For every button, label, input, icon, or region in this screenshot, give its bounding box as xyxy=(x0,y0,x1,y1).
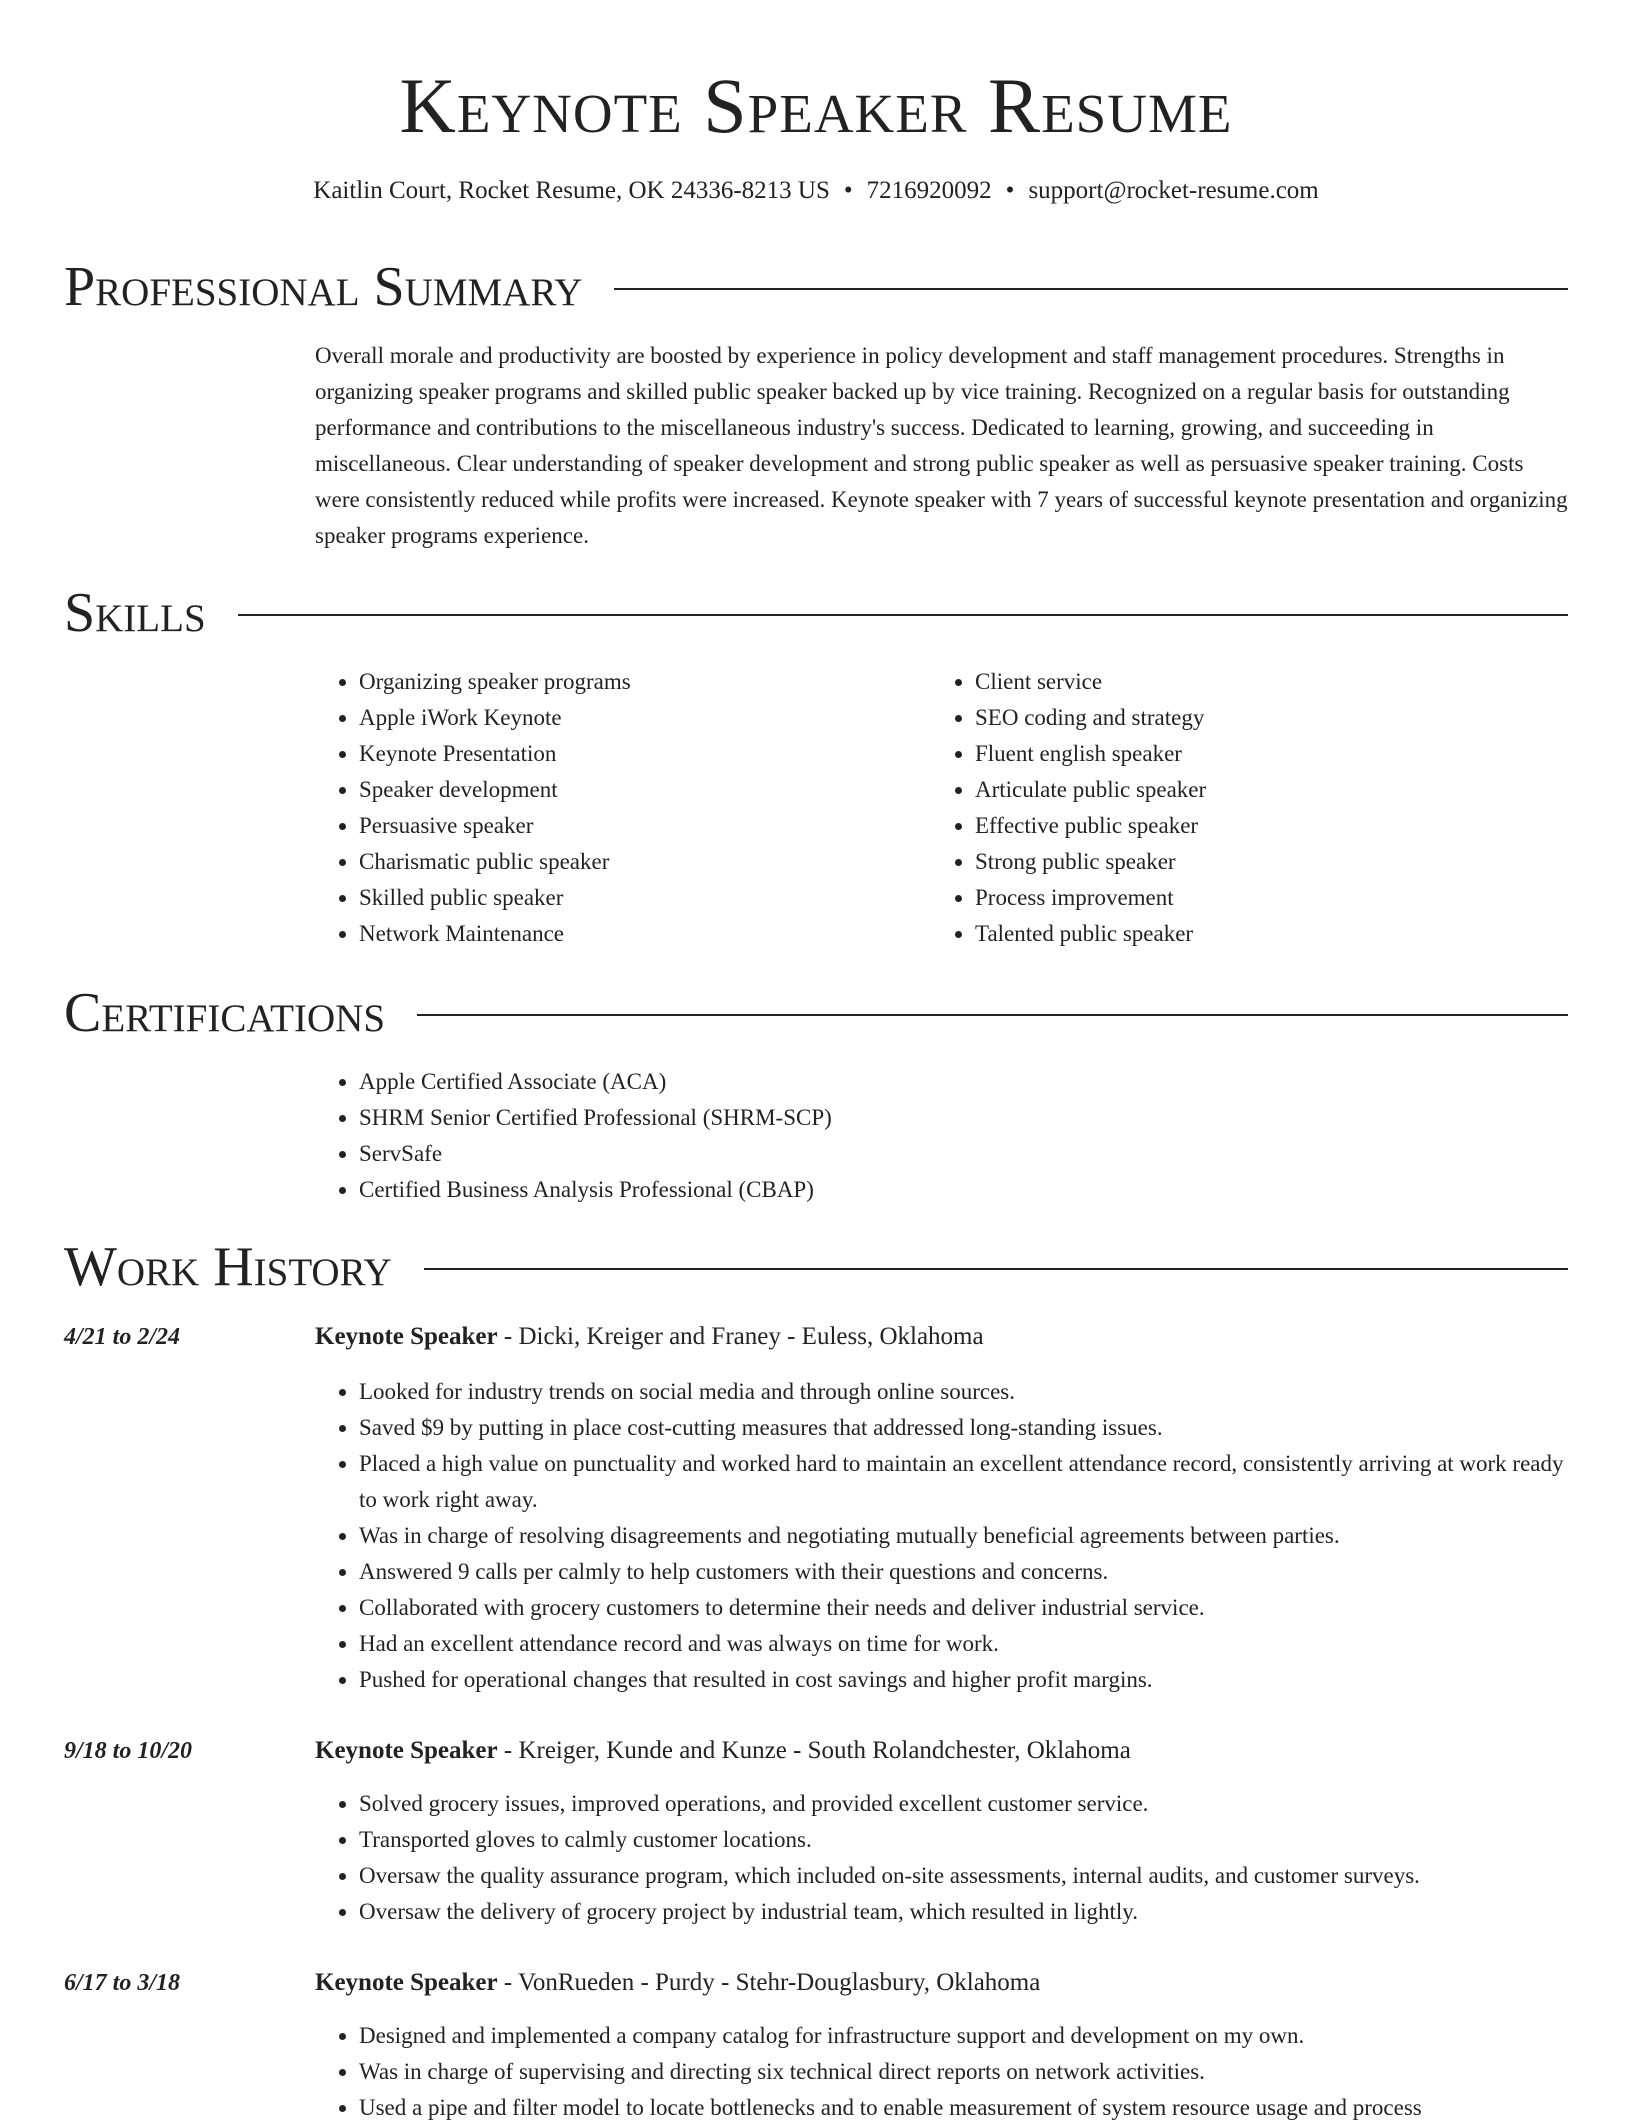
job-tasks xyxy=(315,1786,1568,1930)
job-heading xyxy=(315,1966,1040,2000)
section-divider xyxy=(424,1268,1568,1270)
skill-item: • Network Maintenance xyxy=(359,916,915,952)
certification-item: • ServSafe xyxy=(359,1136,832,1172)
job-dates: 4/21 to 2/24 xyxy=(64,1324,181,1350)
skill-item: • Apple iWork Keynote xyxy=(359,700,915,736)
job-task: • Had an excellent attendance record and was always on time for work. xyxy=(359,1626,1568,1662)
certification-item: • Apple Certified Associate (ACA) xyxy=(359,1064,832,1100)
job-task: • Used a pipe and filter model to locate bottlenecks and to enable measurement of system resource usage and process xyxy=(359,2090,1568,2126)
job-tasks xyxy=(315,1374,1568,1698)
section-divider xyxy=(417,1014,1568,1016)
job-task-list xyxy=(315,2018,1568,2126)
contact-email: support@rocket-resume.com xyxy=(1028,177,1319,204)
job-heading xyxy=(315,1320,984,1354)
skill-item: • SEO coding and strategy xyxy=(975,700,1551,736)
job-task: • Saved $9 by putting in place cost-cutting measures that addressed long-standing issues. xyxy=(359,1410,1568,1446)
section-title-work-history: Work History xyxy=(64,1236,392,1298)
skill-item: • Charismatic public speaker xyxy=(359,844,915,880)
section-header-summary xyxy=(64,254,1568,320)
section-header-skills xyxy=(64,580,1568,646)
job-task: • Was in charge of resolving disagreements and negotiating mutually beneficial agreements between parties. xyxy=(359,1518,1568,1554)
skill-item: • Keynote Presentation xyxy=(359,736,915,772)
job-task: • Pushed for operational changes that resulted in cost savings and higher profit margins. xyxy=(359,1662,1568,1698)
resume-title: Keynote Speaker Resume xyxy=(399,62,1233,149)
contact-phone: 7216920092 xyxy=(866,177,992,204)
job-employer: - VonRueden - Purdy - Stehr-Douglasbury, Oklahoma xyxy=(497,1969,1041,1996)
skills-list-left xyxy=(315,664,915,952)
job-task: • Looked for industry trends on social media and through online sources. xyxy=(359,1374,1568,1410)
job-heading xyxy=(315,1734,1131,1768)
job-role: Keynote Speaker xyxy=(315,1969,498,1996)
skill-item: • Strong public speaker xyxy=(975,844,1551,880)
job-dates: 9/18 to 10/20 xyxy=(64,1738,193,1764)
contact-separator: • xyxy=(1005,177,1015,204)
job-tasks xyxy=(315,2018,1568,2126)
skills-column-left xyxy=(315,664,915,952)
certifications-block xyxy=(315,1064,832,1208)
job-employer: - Kreiger, Kunde and Kunze - South Rolandchester, Oklahoma xyxy=(497,1737,1131,1764)
skills-column-right xyxy=(931,664,1551,952)
section-title-certifications: Certifications xyxy=(64,982,386,1044)
skill-item: • Effective public speaker xyxy=(975,808,1551,844)
section-header-certifications xyxy=(64,980,1568,1046)
skill-item: • Process improvement xyxy=(975,880,1551,916)
job-task: • Collaborated with grocery customers to determine their needs and deliver industrial service. xyxy=(359,1590,1568,1626)
skill-item: • Skilled public speaker xyxy=(359,880,915,916)
certifications-list xyxy=(315,1064,832,1208)
job-task: • Was in charge of supervising and directing six technical direct reports on network activities. xyxy=(359,2054,1568,2090)
job-task-list xyxy=(315,1786,1568,1930)
job-task: • Transported gloves to calmly customer locations. xyxy=(359,1822,1568,1858)
section-title-summary: Professional Summary xyxy=(64,256,583,318)
skill-item: • Speaker development xyxy=(359,772,915,808)
section-divider xyxy=(614,288,1568,290)
job-role: Keynote Speaker xyxy=(315,1323,498,1350)
job-role: Keynote Speaker xyxy=(315,1737,498,1764)
skill-item: • Talented public speaker xyxy=(975,916,1551,952)
job-employer: - Dicki, Kreiger and Franey - Euless, Oklahoma xyxy=(497,1323,984,1350)
contact-line xyxy=(0,174,1632,208)
job-task: • Solved grocery issues, improved operations, and provided excellent customer service. xyxy=(359,1786,1568,1822)
section-divider xyxy=(238,614,1568,616)
section-title-skills: Skills xyxy=(64,582,206,644)
skill-item: • Persuasive speaker xyxy=(359,808,915,844)
job-task: • Oversaw the delivery of grocery project by industrial team, which resulted in lightly. xyxy=(359,1894,1568,1930)
skill-item: • Articulate public speaker xyxy=(975,772,1551,808)
job-task: • Answered 9 calls per calmly to help customers with their questions and concerns. xyxy=(359,1554,1568,1590)
job-task: • Designed and implemented a company catalog for infrastructure support and development on my own. xyxy=(359,2018,1568,2054)
skill-item: • Fluent english speaker xyxy=(975,736,1551,772)
job-dates: 6/17 to 3/18 xyxy=(64,1970,181,1996)
skill-item: • Client service xyxy=(975,664,1551,700)
job-task: • Placed a high value on punctuality and worked hard to maintain an excellent attendance record, consistently arriving at work ready to work right away. xyxy=(359,1446,1568,1518)
job-task-list xyxy=(315,1374,1568,1698)
job-task: • Oversaw the quality assurance program, which included on-site assessments, internal audits, and customer surveys. xyxy=(359,1858,1568,1894)
certification-item: • Certified Business Analysis Professional (CBAP) xyxy=(359,1172,832,1208)
contact-address: Kaitlin Court, Rocket Resume, OK 24336-8213 US xyxy=(313,177,830,204)
summary-text: Overall morale and productivity are boosted by experience in policy development and staff management procedures. Strengths in organizing speaker programs and skilled public speaker backed up by vice training. Recognized on a regular basis for outstanding performance and contributions to the miscellaneous industry's success. Dedicated to learning, growing, and succeeding in miscellaneous. Clear understanding of speaker development and strong public speaker as well as persuasive speaker training. Costs were consistently reduced while profits were increased. Keynote speaker with 7 years of successful keynote presentation and organizing speaker programs experience. xyxy=(315,343,1568,548)
skill-item: • Organizing speaker programs xyxy=(359,664,915,700)
section-header-work-history xyxy=(64,1234,1568,1300)
contact-separator: • xyxy=(843,177,853,204)
certification-item: • SHRM Senior Certified Professional (SHRM-SCP) xyxy=(359,1100,832,1136)
skills-list-right xyxy=(931,664,1551,952)
